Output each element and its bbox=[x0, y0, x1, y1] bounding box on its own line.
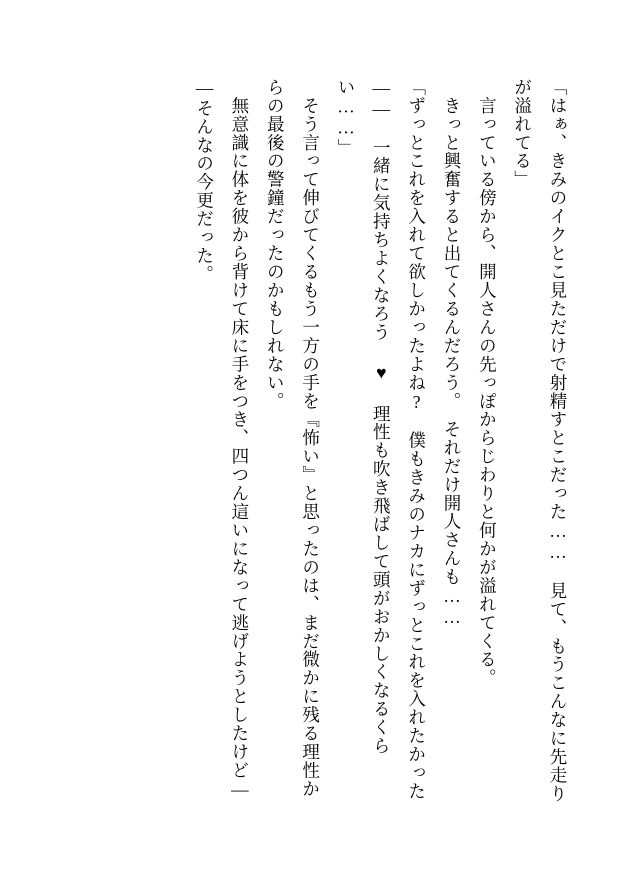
paragraph-2-text: 言っている傍から、開人さんの先っぽからじわりと何かが溢れてくる。 bbox=[477, 78, 498, 688]
paragraph-3 bbox=[434, 78, 469, 815]
paragraph-1 bbox=[504, 78, 575, 815]
paragraph-2 bbox=[469, 78, 504, 815]
vertical-text-body bbox=[50, 78, 575, 815]
paragraph-6-text: 無意識に体を彼から背けて床に手をつき、四つん這いになって逃げようとしたけど――そんなの今更だった。 bbox=[194, 78, 250, 801]
paragraph-1-text: 「はぁ、きみのイクとこ見ただけで射精すとこだった…… 見て、もうこんなに先走りが溢れてる」 bbox=[512, 78, 568, 804]
paragraph-5 bbox=[257, 78, 328, 815]
paragraph-4-text: 「ずっとこれを入れて欲しかったよね? 僕もきみのナカにずっとこれを入れたかった―― 一緒に気持ちよくなろう ♥ 理性も吹き飛ばして頭がおかしくなるくらい……」 bbox=[335, 78, 427, 801]
paragraph-4 bbox=[328, 78, 434, 815]
paragraph-5-text: そう言って伸びてくるもう一方の手を『怖い』と思ったのは、まだ微かに残る理性からの最後の警鐘だったのかもしれない。 bbox=[265, 78, 321, 799]
paragraph-3-text: きっと興奮すると出てくるんだろう。 それだけ開人さんも…… bbox=[441, 78, 462, 629]
paragraph-6 bbox=[186, 78, 257, 815]
